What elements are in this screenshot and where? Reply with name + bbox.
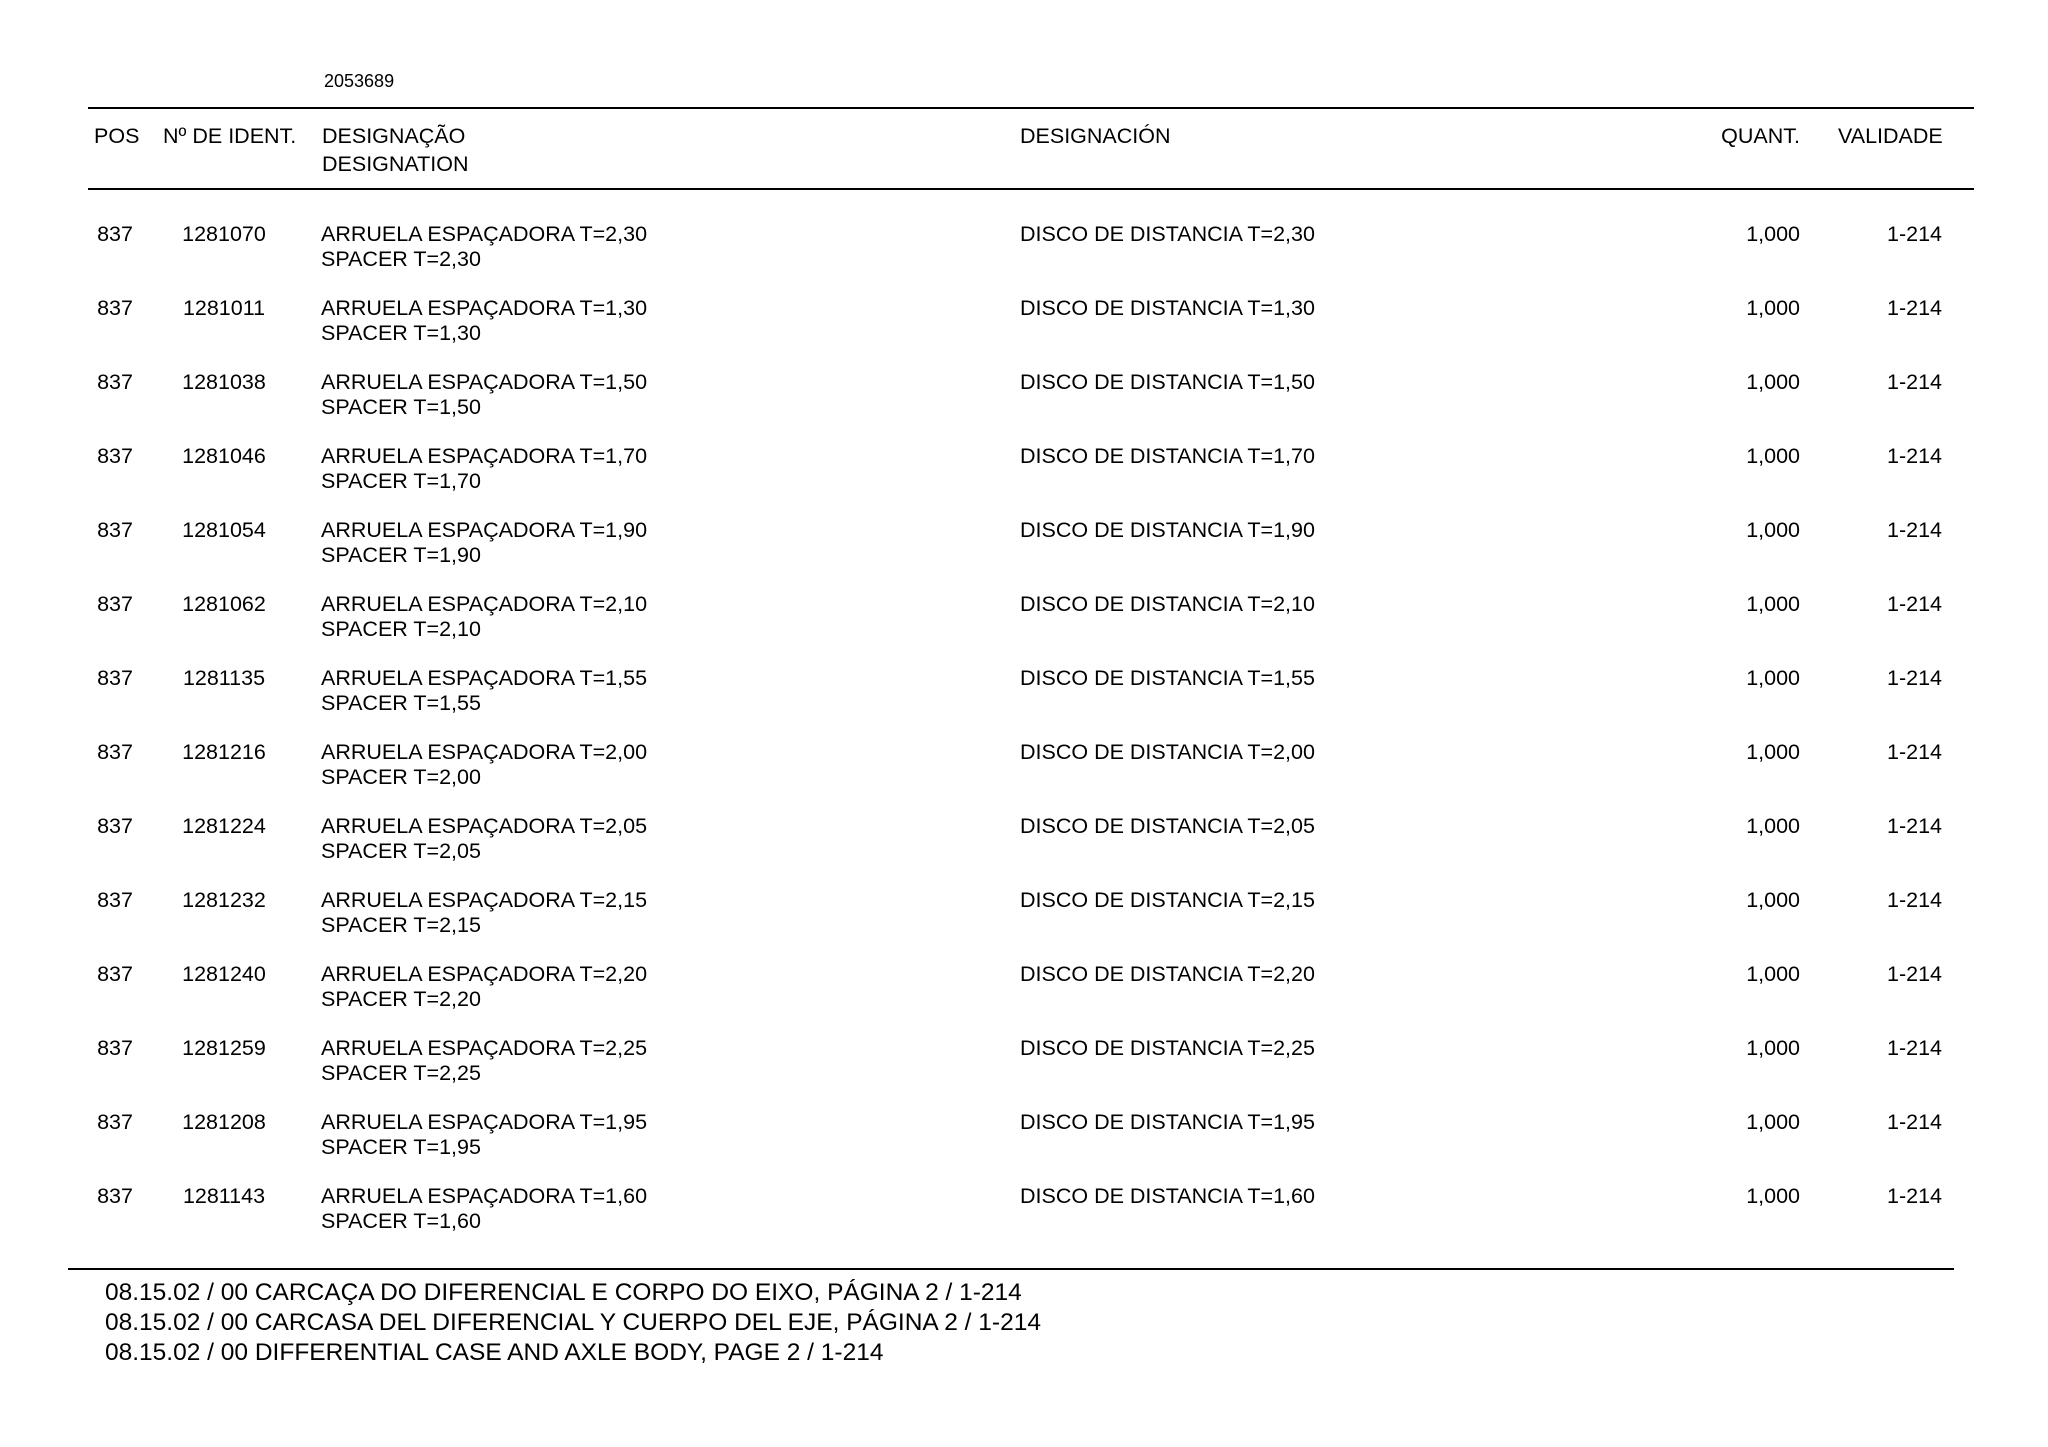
cell-designation-pt: ARRUELA ESPAÇADORA T=1,50 [321,370,648,394]
column-header-designation-en: DESIGNATION [322,152,469,176]
cell-designation-es: DISCO DE DISTANCIA T=2,20 [1020,962,1315,986]
cell-designation-pt: ARRUELA ESPAÇADORA T=2,25 [321,1036,648,1060]
cell-validity: 1-214 [1887,740,1942,764]
cell-pos: 837 [97,740,133,764]
cell-designation-pt: ARRUELA ESPAÇADORA T=2,10 [321,592,648,616]
cell-pos: 837 [97,518,133,542]
cell-designation-en: SPACER T=2,05 [321,839,481,863]
cell-pos: 837 [97,296,133,320]
cell-pos: 837 [97,1184,133,1208]
cell-designation-en: SPACER T=1,60 [321,1209,481,1233]
cell-validity: 1-214 [1887,222,1942,246]
cell-validity: 1-214 [1887,1110,1942,1134]
cell-designation-es: DISCO DE DISTANCIA T=2,05 [1020,814,1315,838]
cell-pos: 837 [97,370,133,394]
table-row [0,518,2048,592]
header-bottom-divider [88,188,1974,190]
cell-designation-es: DISCO DE DISTANCIA T=1,95 [1020,1110,1315,1134]
cell-validity: 1-214 [1887,1184,1942,1208]
cell-ident: 1281046 [182,444,266,468]
column-header-pos: POS [94,124,140,148]
cell-ident: 1281240 [182,962,266,986]
column-header-validity: VALIDADE [1838,124,1943,148]
cell-designation-es: DISCO DE DISTANCIA T=2,30 [1020,222,1315,246]
cell-designation-es: DISCO DE DISTANCIA T=2,00 [1020,740,1315,764]
cell-ident: 1281070 [182,222,266,246]
cell-quantity: 1,000 [1746,1036,1800,1060]
cell-pos: 837 [97,444,133,468]
cell-quantity: 1,000 [1746,888,1800,912]
cell-designation-es: DISCO DE DISTANCIA T=2,10 [1020,592,1315,616]
column-header-designation [322,122,469,178]
cell-quantity: 1,000 [1746,222,1800,246]
cell-designation-es: DISCO DE DISTANCIA T=1,55 [1020,666,1315,690]
cell-validity: 1-214 [1887,1036,1942,1060]
cell-designation [321,296,647,346]
table-row [0,592,2048,666]
cell-designation-en: SPACER T=1,90 [321,543,481,567]
cell-designation-en: SPACER T=2,20 [321,987,481,1011]
cell-designation-en: SPACER T=1,55 [321,691,481,715]
cell-designation [321,592,647,642]
cell-designation [321,666,647,716]
cell-designation-pt: ARRUELA ESPAÇADORA T=2,30 [321,222,648,246]
cell-quantity: 1,000 [1746,370,1800,394]
cell-pos: 837 [97,962,133,986]
header-top-divider [88,107,1974,109]
cell-quantity: 1,000 [1746,962,1800,986]
table-row [0,740,2048,814]
cell-pos: 837 [97,888,133,912]
cell-validity: 1-214 [1887,888,1942,912]
cell-pos: 837 [97,814,133,838]
column-header-designation-pt: DESIGNAÇÃO [322,124,466,148]
cell-pos: 837 [97,592,133,616]
cell-designation [321,222,647,272]
cell-ident: 1281054 [182,518,266,542]
cell-designation-pt: ARRUELA ESPAÇADORA T=1,70 [321,444,648,468]
cell-designation [321,740,647,790]
cell-designation-en: SPACER T=2,10 [321,617,481,641]
cell-quantity: 1,000 [1746,518,1800,542]
cell-quantity: 1,000 [1746,1184,1800,1208]
cell-quantity: 1,000 [1746,592,1800,616]
table-row [0,222,2048,296]
cell-validity: 1-214 [1887,962,1942,986]
cell-validity: 1-214 [1887,592,1942,616]
cell-designation [321,444,647,494]
cell-ident: 1281011 [182,296,266,320]
cell-designation-en: SPACER T=1,30 [321,321,481,345]
cell-designation-en: SPACER T=1,70 [321,469,481,493]
parts-table [0,222,2048,1258]
cell-designation-en: SPACER T=2,00 [321,765,481,789]
cell-designation-pt: ARRUELA ESPAÇADORA T=1,90 [321,518,648,542]
cell-quantity: 1,000 [1746,1110,1800,1134]
cell-validity: 1-214 [1887,666,1942,690]
cell-pos: 837 [97,222,133,246]
cell-designation-en: SPACER T=1,95 [321,1135,481,1159]
cell-designation-en: SPACER T=2,15 [321,913,481,937]
cell-designation-es: DISCO DE DISTANCIA T=1,60 [1020,1184,1315,1208]
cell-designation [321,518,647,568]
cell-validity: 1-214 [1887,518,1942,542]
cell-designation-es: DISCO DE DISTANCIA T=2,25 [1020,1036,1315,1060]
cell-ident: 1281038 [182,370,266,394]
cell-designation [321,814,647,864]
cell-designation-pt: ARRUELA ESPAÇADORA T=1,30 [321,296,648,320]
cell-designation-es: DISCO DE DISTANCIA T=1,50 [1020,370,1315,394]
cell-validity: 1-214 [1887,814,1942,838]
cell-quantity: 1,000 [1746,296,1800,320]
cell-designation-pt: ARRUELA ESPAÇADORA T=1,55 [321,666,648,690]
table-row [0,444,2048,518]
cell-ident: 1281216 [182,740,266,764]
cell-designation-pt: ARRUELA ESPAÇADORA T=1,95 [321,1110,648,1134]
cell-quantity: 1,000 [1746,740,1800,764]
cell-designation-en: SPACER T=2,25 [321,1061,481,1085]
footer-divider [68,1268,1954,1270]
footer [105,1278,1041,1368]
table-row [0,962,2048,1036]
cell-ident: 1281208 [182,1110,266,1134]
cell-pos: 837 [97,1036,133,1060]
column-header-ident: Nº DE IDENT. [163,124,297,148]
cell-designation-pt: ARRUELA ESPAÇADORA T=2,00 [321,740,648,764]
cell-designation-en: SPACER T=2,30 [321,247,481,271]
cell-designation-es: DISCO DE DISTANCIA T=1,90 [1020,518,1315,542]
cell-ident: 1281232 [182,888,266,912]
cell-designation-es: DISCO DE DISTANCIA T=1,70 [1020,444,1315,468]
cell-ident: 1281135 [182,666,266,690]
cell-pos: 837 [97,1110,133,1134]
table-row [0,1184,2048,1258]
table-row [0,1110,2048,1184]
table-row [0,370,2048,444]
table-row [0,888,2048,962]
cell-designation-es: DISCO DE DISTANCIA T=2,15 [1020,888,1315,912]
cell-pos: 837 [97,666,133,690]
document-number: 2053689 [324,71,395,91]
table-row [0,296,2048,370]
cell-quantity: 1,000 [1746,666,1800,690]
cell-quantity: 1,000 [1746,444,1800,468]
cell-designation-pt: ARRUELA ESPAÇADORA T=1,60 [321,1184,648,1208]
cell-validity: 1-214 [1887,370,1942,394]
cell-designation [321,370,647,420]
table-row [0,814,2048,888]
cell-designation-en: SPACER T=1,50 [321,395,481,419]
cell-designation-pt: ARRUELA ESPAÇADORA T=2,20 [321,962,648,986]
cell-ident: 1281143 [182,1184,266,1208]
cell-designation-pt: ARRUELA ESPAÇADORA T=2,15 [321,888,648,912]
cell-validity: 1-214 [1887,296,1942,320]
column-header-designation-es: DESIGNACIÓN [1020,124,1171,148]
footer-line-pt: 08.15.02 / 00 CARCAÇA DO DIFERENCIAL E CORPO DO EIXO, PÁGINA 2 / 1-214 [105,1279,1022,1306]
cell-ident: 1281224 [182,814,266,838]
cell-ident: 1281062 [182,592,266,616]
cell-ident: 1281259 [182,1036,266,1060]
footer-line-en: 08.15.02 / 00 DIFFERENTIAL CASE AND AXLE BODY, PAGE 2 / 1-214 [105,1339,884,1366]
table-row [0,666,2048,740]
cell-validity: 1-214 [1887,444,1942,468]
cell-designation [321,888,647,938]
table-row [0,1036,2048,1110]
cell-designation [321,1184,647,1234]
cell-designation-es: DISCO DE DISTANCIA T=1,30 [1020,296,1315,320]
column-header-quantity: QUANT. [1721,124,1800,148]
cell-designation [321,962,647,1012]
cell-quantity: 1,000 [1746,814,1800,838]
cell-designation [321,1036,647,1086]
cell-designation-pt: ARRUELA ESPAÇADORA T=2,05 [321,814,648,838]
footer-line-es: 08.15.02 / 00 CARCASA DEL DIFERENCIAL Y CUERPO DEL EJE, PÁGINA 2 / 1-214 [105,1309,1041,1336]
cell-designation [321,1110,647,1160]
